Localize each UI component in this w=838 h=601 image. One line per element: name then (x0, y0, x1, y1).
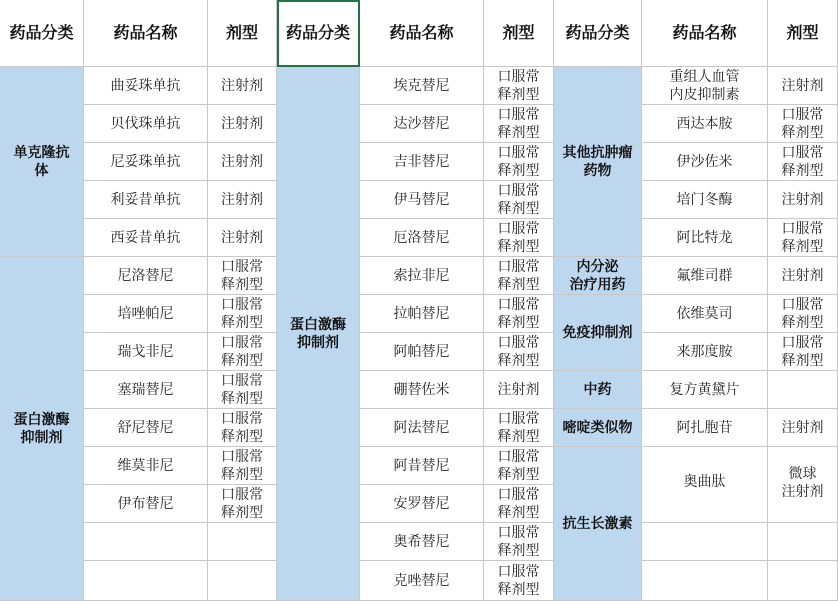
drug-name-cell[interactable]: 依维莫司 (642, 295, 768, 333)
category-monoclonal-antibody[interactable]: 单克隆抗 体 (0, 67, 84, 257)
dosage-form-cell[interactable]: 注射剂 (208, 143, 277, 181)
drug-name-cell[interactable]: 吉非替尼 (360, 143, 484, 181)
category-other-antitumor[interactable]: 其他抗肿瘤 药物 (554, 67, 642, 257)
dosage-form-cell[interactable]: 注射剂 (768, 67, 838, 105)
dosage-form-cell[interactable]: 口服常 释剂型 (208, 333, 277, 371)
header-cell-3[interactable]: 药品分类 (277, 0, 360, 67)
drug-name-cell[interactable]: 尼洛替尼 (84, 257, 208, 295)
drug-name-cell[interactable]: 塞瑞替尼 (84, 371, 208, 409)
drug-name-cell[interactable]: 克唑替尼 (360, 561, 484, 601)
dosage-form-cell[interactable] (768, 371, 838, 409)
drug-name-cell[interactable]: 利妥昔单抗 (84, 181, 208, 219)
drug-name-cell[interactable]: 西妥昔单抗 (84, 219, 208, 257)
dosage-form-cell[interactable]: 口服常 释剂型 (208, 371, 277, 409)
drug-name-cell[interactable] (642, 561, 768, 601)
category-endocrine-therapy[interactable]: 内分泌 治疗用药 (554, 257, 642, 295)
dosage-form-cell[interactable]: 注射剂 (768, 409, 838, 447)
drug-name-cell[interactable]: 阿比特龙 (642, 219, 768, 257)
category-pyrimidine-analog[interactable]: 嘧啶类似物 (554, 409, 642, 447)
drug-name-cell[interactable]: 氟维司群 (642, 257, 768, 295)
drug-name-cell[interactable]: 索拉非尼 (360, 257, 484, 295)
dosage-form-cell[interactable]: 口服常 释剂型 (484, 333, 554, 371)
drug-name-cell[interactable]: 厄洛替尼 (360, 219, 484, 257)
dosage-form-cell[interactable]: 口服常 释剂型 (768, 105, 838, 143)
dosage-form-cell[interactable]: 口服常 释剂型 (484, 523, 554, 561)
dosage-form-cell[interactable] (768, 523, 838, 561)
drug-name-cell[interactable]: 西达本胺 (642, 105, 768, 143)
dosage-form-cell[interactable] (208, 561, 277, 601)
dosage-form-cell[interactable]: 口服常 释剂型 (208, 295, 277, 333)
dosage-form-cell[interactable]: 口服常 释剂型 (768, 295, 838, 333)
drug-name-cell[interactable]: 复方黄黛片 (642, 371, 768, 409)
dosage-form-cell[interactable]: 口服常 释剂型 (484, 143, 554, 181)
drug-name-cell[interactable]: 安罗替尼 (360, 485, 484, 523)
drug-name-cell[interactable] (642, 523, 768, 561)
dosage-form-cell[interactable]: 口服常 释剂型 (768, 143, 838, 181)
drug-name-cell[interactable]: 埃克替尼 (360, 67, 484, 105)
header-cell-4[interactable]: 药品名称 (360, 0, 484, 67)
header-cell-1[interactable]: 药品名称 (84, 0, 208, 67)
category-protein-kinase-inhibitor-middle[interactable]: 蛋白激酶 抑制剂 (277, 67, 360, 601)
header-cell-0[interactable]: 药品分类 (0, 0, 84, 67)
dosage-form-cell[interactable]: 口服常 释剂型 (208, 257, 277, 295)
category-tcm[interactable]: 中药 (554, 371, 642, 409)
category-anti-growth-hormone[interactable]: 抗生长激素 (554, 447, 642, 601)
category-protein-kinase-inhibitor-left[interactable]: 蛋白激酶 抑制剂 (0, 257, 84, 601)
dosage-form-cell[interactable] (768, 561, 838, 601)
dosage-form-cell[interactable]: 口服常 释剂型 (208, 485, 277, 523)
dosage-form-cell[interactable]: 口服常 释剂型 (484, 561, 554, 601)
dosage-form-cell[interactable]: 口服常 释剂型 (484, 257, 554, 295)
drug-name-cell[interactable]: 硼替佐米 (360, 371, 484, 409)
dosage-form-cell[interactable]: 注射剂 (768, 257, 838, 295)
drug-name-cell[interactable]: 伊马替尼 (360, 181, 484, 219)
drug-name-cell[interactable] (84, 561, 208, 601)
dosage-form-cell[interactable]: 口服常 释剂型 (484, 447, 554, 485)
drug-name-cell[interactable]: 阿昔替尼 (360, 447, 484, 485)
drug-name-cell[interactable]: 奥希替尼 (360, 523, 484, 561)
drug-name-cell[interactable]: 培唑帕尼 (84, 295, 208, 333)
header-cell-7[interactable]: 药品名称 (642, 0, 768, 67)
dosage-form-cell[interactable]: 注射剂 (208, 219, 277, 257)
drug-name-cell[interactable]: 贝伐珠单抗 (84, 105, 208, 143)
drug-name-cell[interactable]: 阿帕替尼 (360, 333, 484, 371)
dosage-form-cell[interactable]: 注射剂 (208, 181, 277, 219)
dosage-form-cell[interactable] (208, 523, 277, 561)
drug-name-cell[interactable]: 奥曲肽 (642, 447, 768, 523)
drug-name-cell[interactable]: 伊沙佐米 (642, 143, 768, 181)
dosage-form-cell[interactable]: 口服常 释剂型 (484, 67, 554, 105)
drug-name-cell[interactable]: 伊布替尼 (84, 485, 208, 523)
dosage-form-cell[interactable]: 口服常 释剂型 (484, 181, 554, 219)
dosage-form-cell[interactable]: 口服常 释剂型 (484, 295, 554, 333)
category-immunosuppressant[interactable]: 免疫抑制剂 (554, 295, 642, 371)
drug-name-cell[interactable] (84, 523, 208, 561)
dosage-form-cell[interactable]: 口服常 释剂型 (768, 219, 838, 257)
header-cell-5[interactable]: 剂型 (484, 0, 554, 67)
dosage-form-cell[interactable]: 口服常 释剂型 (484, 485, 554, 523)
drug-name-cell[interactable]: 达沙替尼 (360, 105, 484, 143)
drug-name-cell[interactable]: 重组人血管 内皮抑制素 (642, 67, 768, 105)
drug-name-cell[interactable]: 培门冬酶 (642, 181, 768, 219)
drug-name-cell[interactable]: 尼妥珠单抗 (84, 143, 208, 181)
dosage-form-cell[interactable]: 注射剂 (208, 105, 277, 143)
header-cell-6[interactable]: 药品分类 (554, 0, 642, 67)
header-cell-2[interactable]: 剂型 (208, 0, 277, 67)
drug-name-cell[interactable]: 瑞戈非尼 (84, 333, 208, 371)
drug-name-cell[interactable]: 阿扎胞苷 (642, 409, 768, 447)
drug-name-cell[interactable]: 舒尼替尼 (84, 409, 208, 447)
dosage-form-cell[interactable]: 口服常 释剂型 (484, 105, 554, 143)
dosage-form-cell[interactable]: 注射剂 (768, 181, 838, 219)
dosage-form-cell[interactable]: 注射剂 (484, 371, 554, 409)
header-cell-8[interactable]: 剂型 (768, 0, 838, 67)
dosage-form-cell[interactable]: 口服常 释剂型 (484, 219, 554, 257)
drug-name-cell[interactable]: 维莫非尼 (84, 447, 208, 485)
dosage-form-cell[interactable]: 注射剂 (208, 67, 277, 105)
drug-name-cell[interactable]: 拉帕替尼 (360, 295, 484, 333)
dosage-form-cell[interactable]: 微球 注射剂 (768, 447, 838, 523)
dosage-form-cell[interactable]: 口服常 释剂型 (208, 409, 277, 447)
drug-name-cell[interactable]: 曲妥珠单抗 (84, 67, 208, 105)
drug-name-cell[interactable]: 来那度胺 (642, 333, 768, 371)
dosage-form-cell[interactable]: 口服常 释剂型 (208, 447, 277, 485)
dosage-form-cell[interactable]: 口服常 释剂型 (768, 333, 838, 371)
dosage-form-cell[interactable]: 口服常 释剂型 (484, 409, 554, 447)
drug-name-cell[interactable]: 阿法替尼 (360, 409, 484, 447)
